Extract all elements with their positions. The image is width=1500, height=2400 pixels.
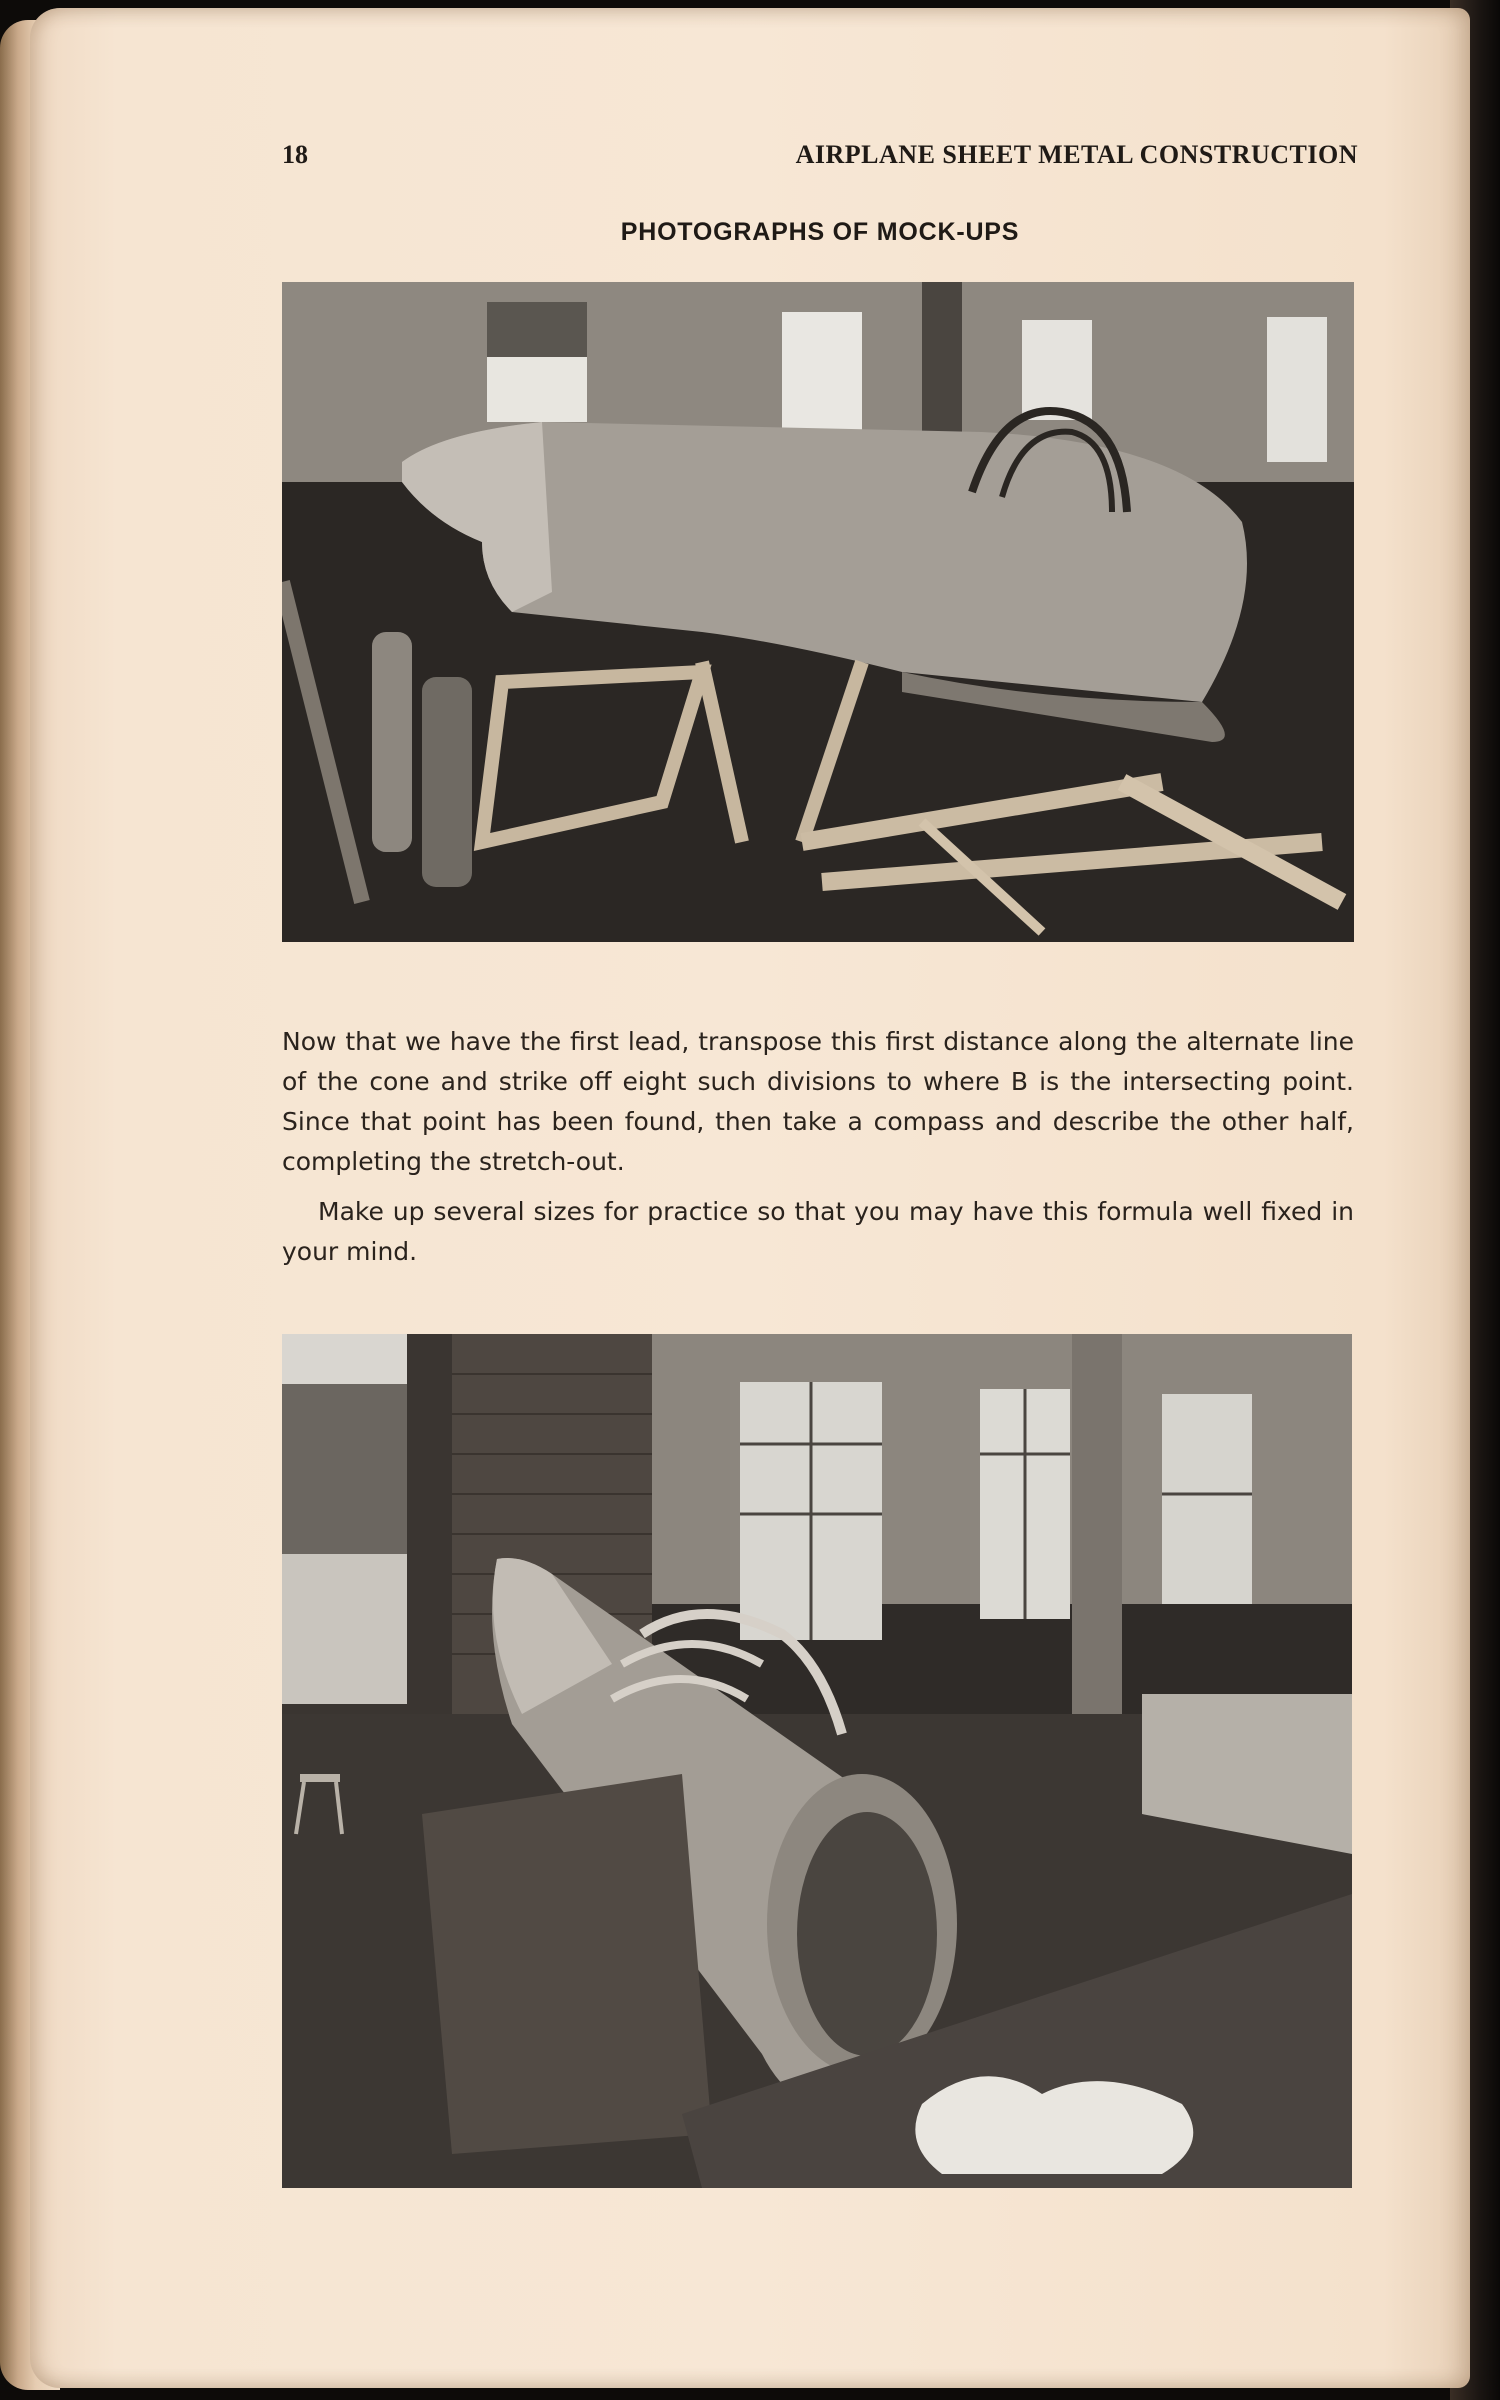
body-text: [282, 1022, 1354, 1282]
running-head: AIRPLANE SHEET METAL CONSTRUCTION: [795, 140, 1358, 169]
paragraph-1: Now that we have the first lead, transpose this first distance along the alternate line of the cone and strike off eight such divisions to where B is the intersecting point. Since that point has been found, then take a compass and describe the other half, completing the stretch-out.: [282, 1027, 1354, 1176]
mockup-photo-fuselage-side: [282, 282, 1354, 942]
photo-illustration: [282, 1334, 1352, 2188]
photo-illustration: [282, 282, 1354, 942]
paragraph-2: Make up several sizes for practice so that you may have this formula well fixed in your mind.: [282, 1197, 1354, 1266]
page-number: 18: [282, 140, 308, 169]
page-header: [282, 140, 1358, 180]
section-title: PHOTOGRAPHS OF MOCK-UPS: [620, 218, 1020, 246]
mockup-photo-fuselage-overhead: [282, 1334, 1352, 2188]
